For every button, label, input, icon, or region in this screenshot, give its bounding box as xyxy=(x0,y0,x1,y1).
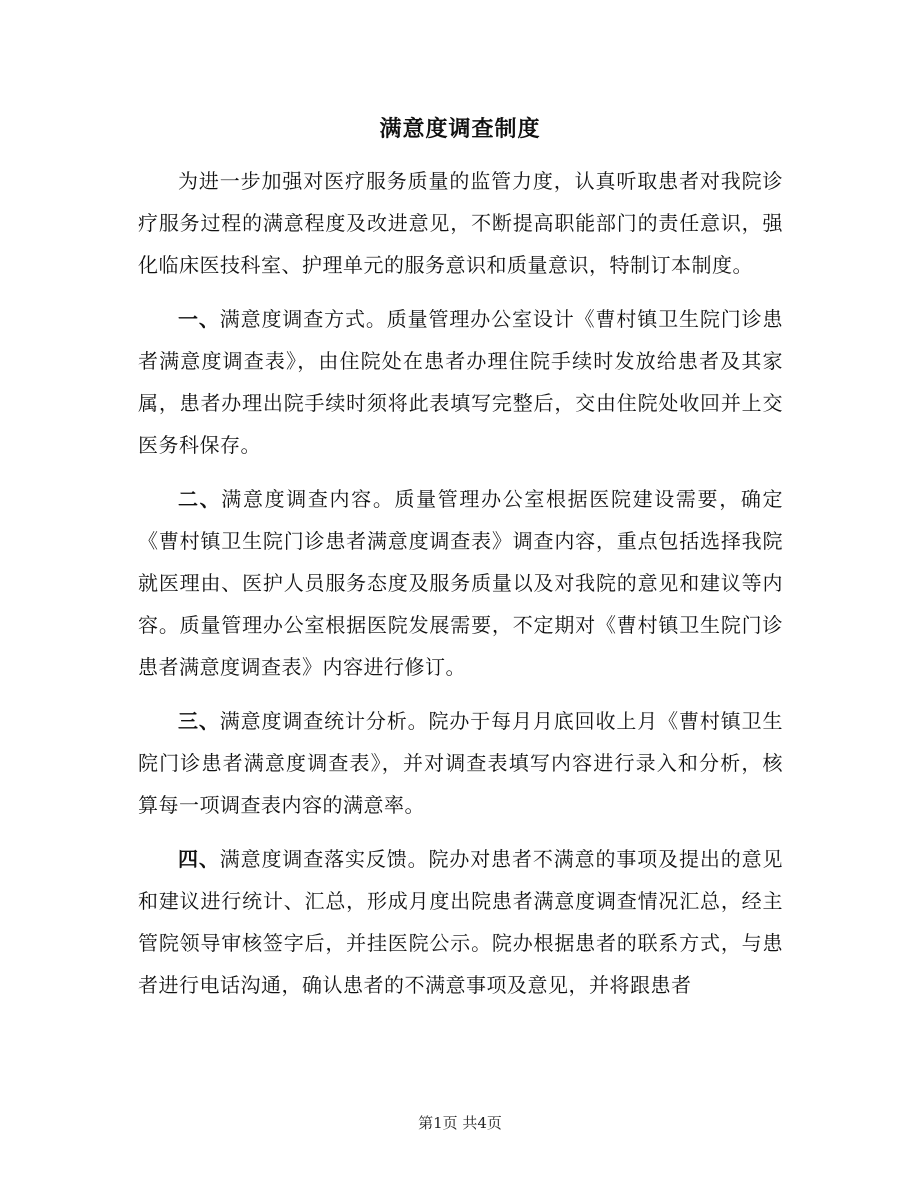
section-4-text: 满意度调查落实反馈。院办对患者不满意的事项及提出的意见和建议进行统计、汇总，形成月度出院患者满意度调查情况汇总，经主管院领导审核签字后，并挂医院公示。院办根据患者的联系方式，与患者进行电话沟通，确认患者的不满意事项及意见，并将跟患者 xyxy=(138,847,783,997)
document-body xyxy=(138,160,783,1018)
page-title: 满意度调查制度 xyxy=(379,117,541,142)
section-3-number: 三、 xyxy=(178,709,220,733)
intro-paragraph: 为进一步加强对医疗服务质量的监管力度，认真听取患者对我院诊疗服务过程的满意程度及改进意见，不断提高职能部门的责任意识，强化临床医技科室、护理单元的服务意识和质量意识，特制订本制度。 xyxy=(138,169,783,277)
section-2-number: 二、 xyxy=(178,487,222,511)
section-1-text: 满意度调查方式。质量管理办公室设计《曹村镇卫生院门诊患者满意度调查表》，由住院处在患者办理住院手续时发放给患者及其家属，患者办理出院手续时须将此表填写完整后，交由住院处收回并上交医务科保存。 xyxy=(138,307,783,457)
section-1-number: 一、 xyxy=(178,307,220,331)
section-2-paragraph xyxy=(138,478,783,688)
section-1-paragraph xyxy=(138,298,783,466)
section-3-paragraph xyxy=(138,700,783,826)
section-2-text: 满意度调查内容。质量管理办公室根据医院建设需要，确定《曹村镇卫生院门诊患者满意度调查表》调查内容，重点包括选择我院就医理由、医护人员服务态度及服务质量以及对我院的意见和建议等内容。质量管理办公室根据医院发展需要，不定期对《曹村镇卫生院门诊患者满意度调查表》内容进行修订。 xyxy=(138,487,784,679)
section-3-text: 满意度调查统计分析。院办于每月月底回收上月《曹村镇卫生院门诊患者满意度调查表》，并对调查表填写内容进行录入和分析，核算每一项调查表内容的满意率。 xyxy=(138,709,783,817)
section-4-number: 四、 xyxy=(178,847,220,871)
page-number-footer: 第1页 共4页 xyxy=(418,1114,502,1132)
section-4-paragraph xyxy=(138,838,783,1006)
